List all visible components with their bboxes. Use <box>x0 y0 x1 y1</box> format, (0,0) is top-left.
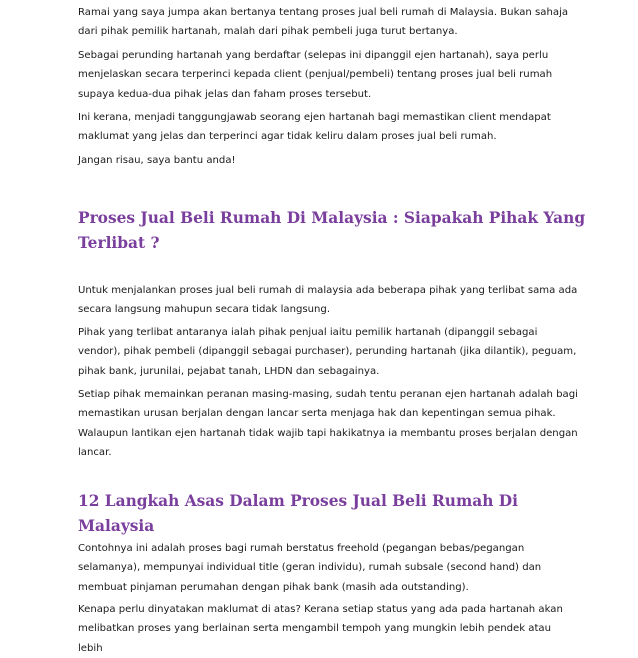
paragraph-intro: Ramai yang saya jumpa akan bertanya tentang proses jual beli rumah di Malaysia. Bukan sahaja dari pihak pemilik hartanah, malah dari pihak pembeli juga turut bertanya. <box>78 7 569 38</box>
heading-parties: Proses Jual Beli Rumah Di Malaysia : Siapakah Pihak Yang Terlibat ? <box>78 209 586 252</box>
paragraph-example: Contohnya ini adalah proses bagi rumah berstatus freehold (pegangan bebas/pegangan selamanya), mempunyai individual title (geran individu), rumah subsale (second hand) dan membuat pinjaman perumahan dengan pihak bank (masih ada outstanding). <box>78 543 542 593</box>
heading-12-steps: 12 Langkah Asas Dalam Proses Jual Beli Rumah Di Malaysia <box>78 492 518 535</box>
paragraph-parties-roles: Setiap pihak memainkan peranan masing-masing, sudah tentu peranan ejen hartanah adalah bagi memastikan urusan berjalan dengan lancar serta menjaga hak dan kepentingan semua pihak. Walaupun lantikan ejen hartanah tidak wajib tapi hakikatnya ia membantu proses berjalan dengan lancar. <box>78 389 578 459</box>
paragraph-parties-intro: Untuk menjalankan proses jual beli rumah di malaysia ada beberapa pihak yang terlibat sama ada secara langsung mahupun secara tidak langsung. <box>78 285 578 316</box>
paragraph-parties-list: Pihak yang terlibat antaranya ialah pihak penjual iaitu pemilik hartanah (dipanggil sebagai vendor), pihak pembeli (dipanggil sebagai purchaser), perunding hartanah (jika dilantik), peguam, pihak bank, jurunilai, pejabat tanah, LHDN dan sebagainya. <box>78 327 577 377</box>
paragraph-why: Kenapa perlu dinyatakan maklumat di atas? Kerana setiap status yang ada pada hartanah akan melibatkan proses yang berlainan serta mengambil tempoh yang mungkin lebih pendek atau lebih <box>78 604 563 654</box>
paragraph-reassurance: Jangan risau, saya bantu anda! <box>78 155 236 166</box>
paragraph-responsibility: Ini kerana, menjadi tanggungjawab seorang ejen hartanah bagi memastikan client mendapat maklumat yang jelas dan terperinci agar tidak keliru dalam proses jual beli rumah. <box>78 112 551 143</box>
paragraph-role: Sebagai perunding hartanah yang berdaftar (selepas ini dipanggil ejen hartanah), saya perlu menjelaskan secara terperinci kepada client (penjual/pembeli) tentang proses jual beli rumah supaya kedua-dua pihak jelas dan faham proses tersebut. <box>78 50 553 100</box>
